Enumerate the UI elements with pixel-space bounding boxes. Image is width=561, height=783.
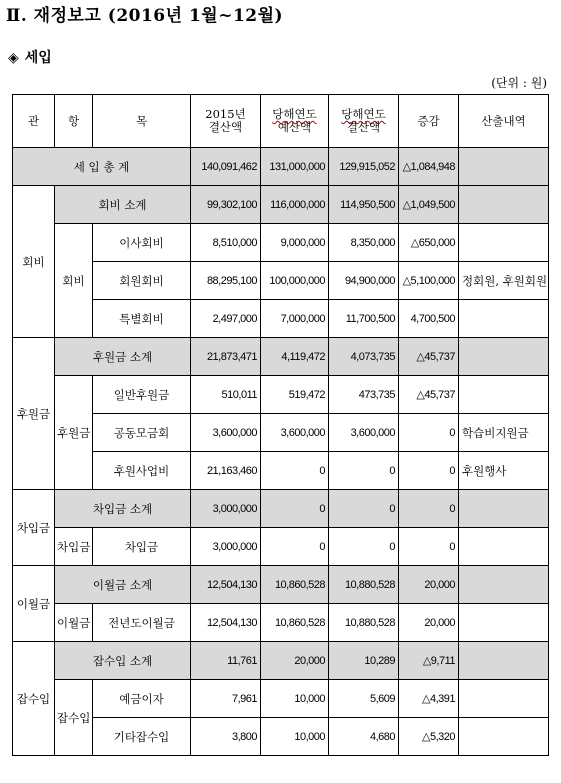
subtotal-2015: 11,761: [191, 642, 261, 680]
subtotal-detail: [459, 566, 549, 604]
mok-cell: 기타잡수입: [93, 718, 191, 756]
header-detail: 산출내역: [459, 95, 549, 148]
difference-cell: △4,391: [399, 680, 459, 718]
detail-cell: 학습비지원금: [459, 414, 549, 452]
gwan-loan: 차입금: [13, 490, 55, 566]
y2015-cell: 3,800: [191, 718, 261, 756]
subtotal-budget: 10,860,528: [261, 566, 329, 604]
difference-cell: 0: [399, 528, 459, 566]
detail-cell: [459, 528, 549, 566]
total-difference: △1,084,948: [399, 148, 459, 186]
subtotal-label: 후원금 소계: [55, 338, 191, 376]
budget-cell: 10,860,528: [261, 604, 329, 642]
table-row: [13, 300, 549, 338]
settlement-cell: 10,880,528: [329, 604, 399, 642]
difference-cell: △45,737: [399, 376, 459, 414]
table-row: [13, 414, 549, 452]
total-label: 세 입 총 계: [13, 148, 191, 186]
gwan-membership: 회비: [13, 186, 55, 338]
y2015-cell: 3,000,000: [191, 528, 261, 566]
subtotal-budget: 116,000,000: [261, 186, 329, 224]
subtotal-row: [13, 566, 549, 604]
mok-cell: 일반후원금: [93, 376, 191, 414]
y2015-cell: 510,011: [191, 376, 261, 414]
settlement-cell: 94,900,000: [329, 262, 399, 300]
y2015-cell: 8,510,000: [191, 224, 261, 262]
detail-cell: [459, 718, 549, 756]
subtotal-row: [13, 642, 549, 680]
table-row: [13, 376, 549, 414]
table-row: [13, 718, 549, 756]
budget-cell: 3,600,000: [261, 414, 329, 452]
total-row: [13, 148, 549, 186]
subtotal-difference: △45,737: [399, 338, 459, 376]
diamond-bullet-icon: ◈: [8, 50, 19, 66]
subtotal-difference: △9,711: [399, 642, 459, 680]
total-budget: 131,000,000: [261, 148, 329, 186]
subtotal-settlement: 114,950,500: [329, 186, 399, 224]
detail-cell: 정회원, 후원회원: [459, 262, 549, 300]
settlement-cell: 11,700,500: [329, 300, 399, 338]
document-title: Ⅱ. 재정보고 (2016년 1월~12월): [6, 6, 284, 26]
unit-note: (단위 : 원): [491, 76, 547, 90]
subtotal-difference: △1,049,500: [399, 186, 459, 224]
table-row: [13, 528, 549, 566]
subtotal-label: 회비 소계: [55, 186, 191, 224]
subtotal-settlement: 10,289: [329, 642, 399, 680]
mok-cell: 특별회비: [93, 300, 191, 338]
table-row: [13, 680, 549, 718]
gwan-carryover: 이월금: [13, 566, 55, 642]
table-row: [13, 452, 549, 490]
subtotal-settlement: 0: [329, 490, 399, 528]
header-2015-settlement: 2015년 결산액: [191, 95, 261, 148]
subtotal-label: 이월금 소계: [55, 566, 191, 604]
difference-cell: △650,000: [399, 224, 459, 262]
settlement-cell: 0: [329, 528, 399, 566]
table-row: [13, 224, 549, 262]
total-2015: 140,091,462: [191, 148, 261, 186]
detail-cell: 후원행사: [459, 452, 549, 490]
difference-cell: △5,100,000: [399, 262, 459, 300]
subtotal-row: [13, 490, 549, 528]
budget-cell: 10,000: [261, 680, 329, 718]
header-hang: 항: [55, 95, 93, 148]
hang-carryover: 이월금: [55, 604, 93, 642]
subtotal-2015: 99,302,100: [191, 186, 261, 224]
subtotal-settlement: 10,880,528: [329, 566, 399, 604]
y2015-cell: 88,295,100: [191, 262, 261, 300]
y2015-cell: 3,600,000: [191, 414, 261, 452]
gwan-donation: 후원금: [13, 338, 55, 490]
table-row: [13, 604, 549, 642]
subtotal-budget: 20,000: [261, 642, 329, 680]
subtotal-label: 잡수입 소계: [55, 642, 191, 680]
y2015-cell: 2,497,000: [191, 300, 261, 338]
total-settlement: 129,915,052: [329, 148, 399, 186]
detail-cell: [459, 300, 549, 338]
settlement-cell: 3,600,000: [329, 414, 399, 452]
mok-cell: 후원사업비: [93, 452, 191, 490]
subtotal-row: [13, 186, 549, 224]
mok-cell: 차입금: [93, 528, 191, 566]
subtotal-row: [13, 338, 549, 376]
header-row: [13, 95, 549, 148]
subtotal-budget: 4,119,472: [261, 338, 329, 376]
settlement-cell: 8,350,000: [329, 224, 399, 262]
subtotal-detail: [459, 490, 549, 528]
table-row: [13, 262, 549, 300]
settlement-cell: 5,609: [329, 680, 399, 718]
subtotal-difference: 0: [399, 490, 459, 528]
budget-cell: 7,000,000: [261, 300, 329, 338]
difference-cell: 4,700,500: [399, 300, 459, 338]
budget-cell: 0: [261, 528, 329, 566]
subtotal-budget: 0: [261, 490, 329, 528]
mok-cell: 이사회비: [93, 224, 191, 262]
header-current-budget: 당해연도 예산액: [261, 95, 329, 148]
budget-cell: 10,000: [261, 718, 329, 756]
difference-cell: 20,000: [399, 604, 459, 642]
hang-misc: 잡수입: [55, 680, 93, 756]
mok-cell: 회원회비: [93, 262, 191, 300]
header-current-settlement: 당해연도 결산액: [329, 95, 399, 148]
header-gwan: 관: [13, 95, 55, 148]
section-heading: [8, 47, 52, 67]
section-title-text: 세입: [24, 50, 52, 66]
hang-donation: 후원금: [55, 376, 93, 490]
subtotal-2015: 21,873,471: [191, 338, 261, 376]
subtotal-2015: 3,000,000: [191, 490, 261, 528]
header-difference: 증감: [399, 95, 459, 148]
subtotal-detail: [459, 642, 549, 680]
subtotal-settlement: 4,073,735: [329, 338, 399, 376]
mok-cell: 공동모금회: [93, 414, 191, 452]
subtotal-difference: 20,000: [399, 566, 459, 604]
mok-cell: 전년도이월금: [93, 604, 191, 642]
detail-cell: [459, 680, 549, 718]
settlement-cell: 4,680: [329, 718, 399, 756]
hang-membership: 회비: [55, 224, 93, 338]
budget-cell: 519,472: [261, 376, 329, 414]
difference-cell: △5,320: [399, 718, 459, 756]
subtotal-detail: [459, 186, 549, 224]
y2015-cell: 7,961: [191, 680, 261, 718]
budget-cell: 0: [261, 452, 329, 490]
hang-loan: 차입금: [55, 528, 93, 566]
total-detail: [459, 148, 549, 186]
difference-cell: 0: [399, 452, 459, 490]
difference-cell: 0: [399, 414, 459, 452]
y2015-cell: 12,504,130: [191, 604, 261, 642]
settlement-cell: 0: [329, 452, 399, 490]
subtotal-detail: [459, 338, 549, 376]
subtotal-label: 차입금 소계: [55, 490, 191, 528]
header-mok: 목: [93, 95, 191, 148]
y2015-cell: 21,163,460: [191, 452, 261, 490]
detail-cell: [459, 604, 549, 642]
detail-cell: [459, 224, 549, 262]
budget-cell: 100,000,000: [261, 262, 329, 300]
revenue-table: [12, 94, 549, 756]
detail-cell: [459, 376, 549, 414]
budget-cell: 9,000,000: [261, 224, 329, 262]
gwan-misc: 잡수입: [13, 642, 55, 756]
subtotal-2015: 12,504,130: [191, 566, 261, 604]
settlement-cell: 473,735: [329, 376, 399, 414]
mok-cell: 예금이자: [93, 680, 191, 718]
